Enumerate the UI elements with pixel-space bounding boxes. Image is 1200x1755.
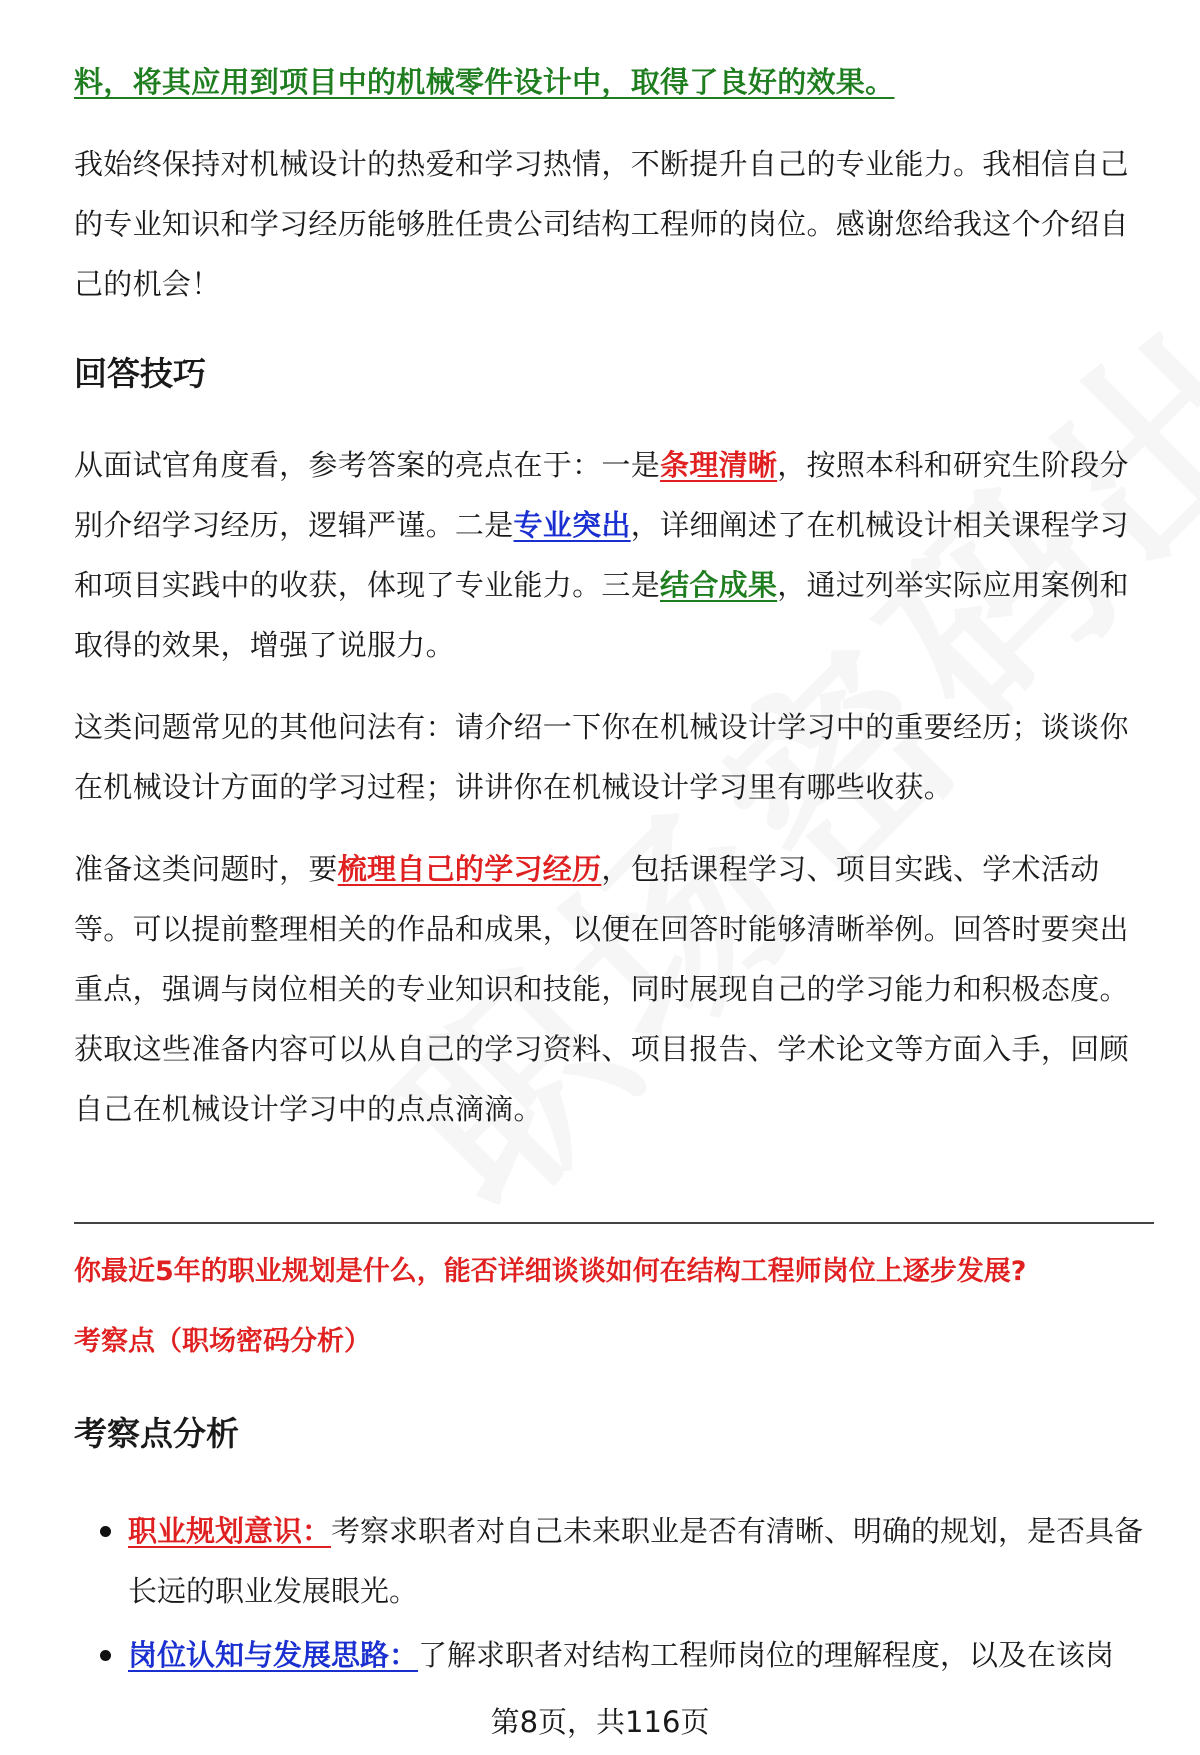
closing-paragraph: 我始终保持对机械设计的热爱和学习热情，不断提升自己的专业能力。我相信自己的专业知识和学习经历能够胜任贵公司结构工程师的岗位。感谢您给我这个介绍自己的机会！ [74,147,1129,301]
tips-p3-text-2: ，包括课程学习、项目实践、学术活动等。可以提前整理相关的作品和成果，以便在回答时能够清晰举例。回答时要突出重点，强调与岗位相关的专业知识和技能，同时展现自己的学习能力和积极态度。获取这些准备内容可以从自己的学习资料、项目报告、学术论文等方面入手，回顾自己在机械设计学习中的点点滴滴。 [74,852,1129,1126]
exam-point-label: 考察点（职场密码分析） [74,1326,371,1357]
question-section [74,1252,1154,1685]
heading-answer-tips: 回答技巧 [74,354,206,393]
bullet-text: 了解求职者对结构工程师岗位的理解程度，以及在该岗 [418,1638,1115,1672]
question-title: 你最近5年的职业规划是什么，能否详细谈谈如何在结构工程师岗位上逐步发展? [74,1256,1027,1287]
highlight-clear-structure: 条理清晰 [660,448,778,482]
bullet-key: 职业规划意识： [128,1514,332,1548]
list-item [74,1625,1154,1685]
intro-line [74,52,1154,112]
analysis-list [74,1501,1154,1685]
highlight-professional: 专业突出 [513,508,631,542]
tips-paragraph-1 [74,435,1154,675]
tips-p1-text-2: ，按照本科和研究生阶段分别介绍学习经历，逻辑严谨。二是 [74,448,1129,542]
highlight-review-experience: 梳理自己的学习经历 [337,852,602,886]
tips-paragraph-3 [74,839,1154,1139]
intro-line-text: 料，将其应用到项目中的机械零件设计中，取得了良好的效果。 [74,65,895,99]
bullet-text: 考察求职者对自己未来职业是否有清晰、明确的规划，是否具备长远的职业发展眼光。 [128,1514,1144,1608]
page-number-footer: 第8页，共116页 [490,1705,710,1739]
bullet-dot-icon [100,1650,111,1661]
tips-p1-text-4: ，通过列举实际应用案例和取得的效果，增强了说服力。 [74,568,1129,662]
tips-p1-text-1: 从面试官角度看，参考答案的亮点在于：一是 [74,448,661,482]
page-content [74,52,1154,1139]
bullet-key: 岗位认知与发展思路： [128,1638,419,1672]
highlight-results: 结合成果 [660,568,778,602]
heading-exam-analysis: 考察点分析 [74,1414,239,1453]
tips-paragraph-2: 这类问题常见的其他问法有：请介绍一下你在机械设计学习中的重要经历；谈谈你在机械设计方面的学习过程；讲讲你在机械设计学习里有哪些收获。 [74,710,1129,804]
list-item [74,1501,1154,1621]
tips-p1-text-3: ，详细阐述了在机械设计相关课程学习和项目实践中的收获，体现了专业能力。三是 [74,508,1129,602]
section-divider [74,1222,1154,1224]
tips-p3-text-1: 准备这类问题时，要 [74,852,338,886]
bullet-dot-icon [100,1526,111,1537]
